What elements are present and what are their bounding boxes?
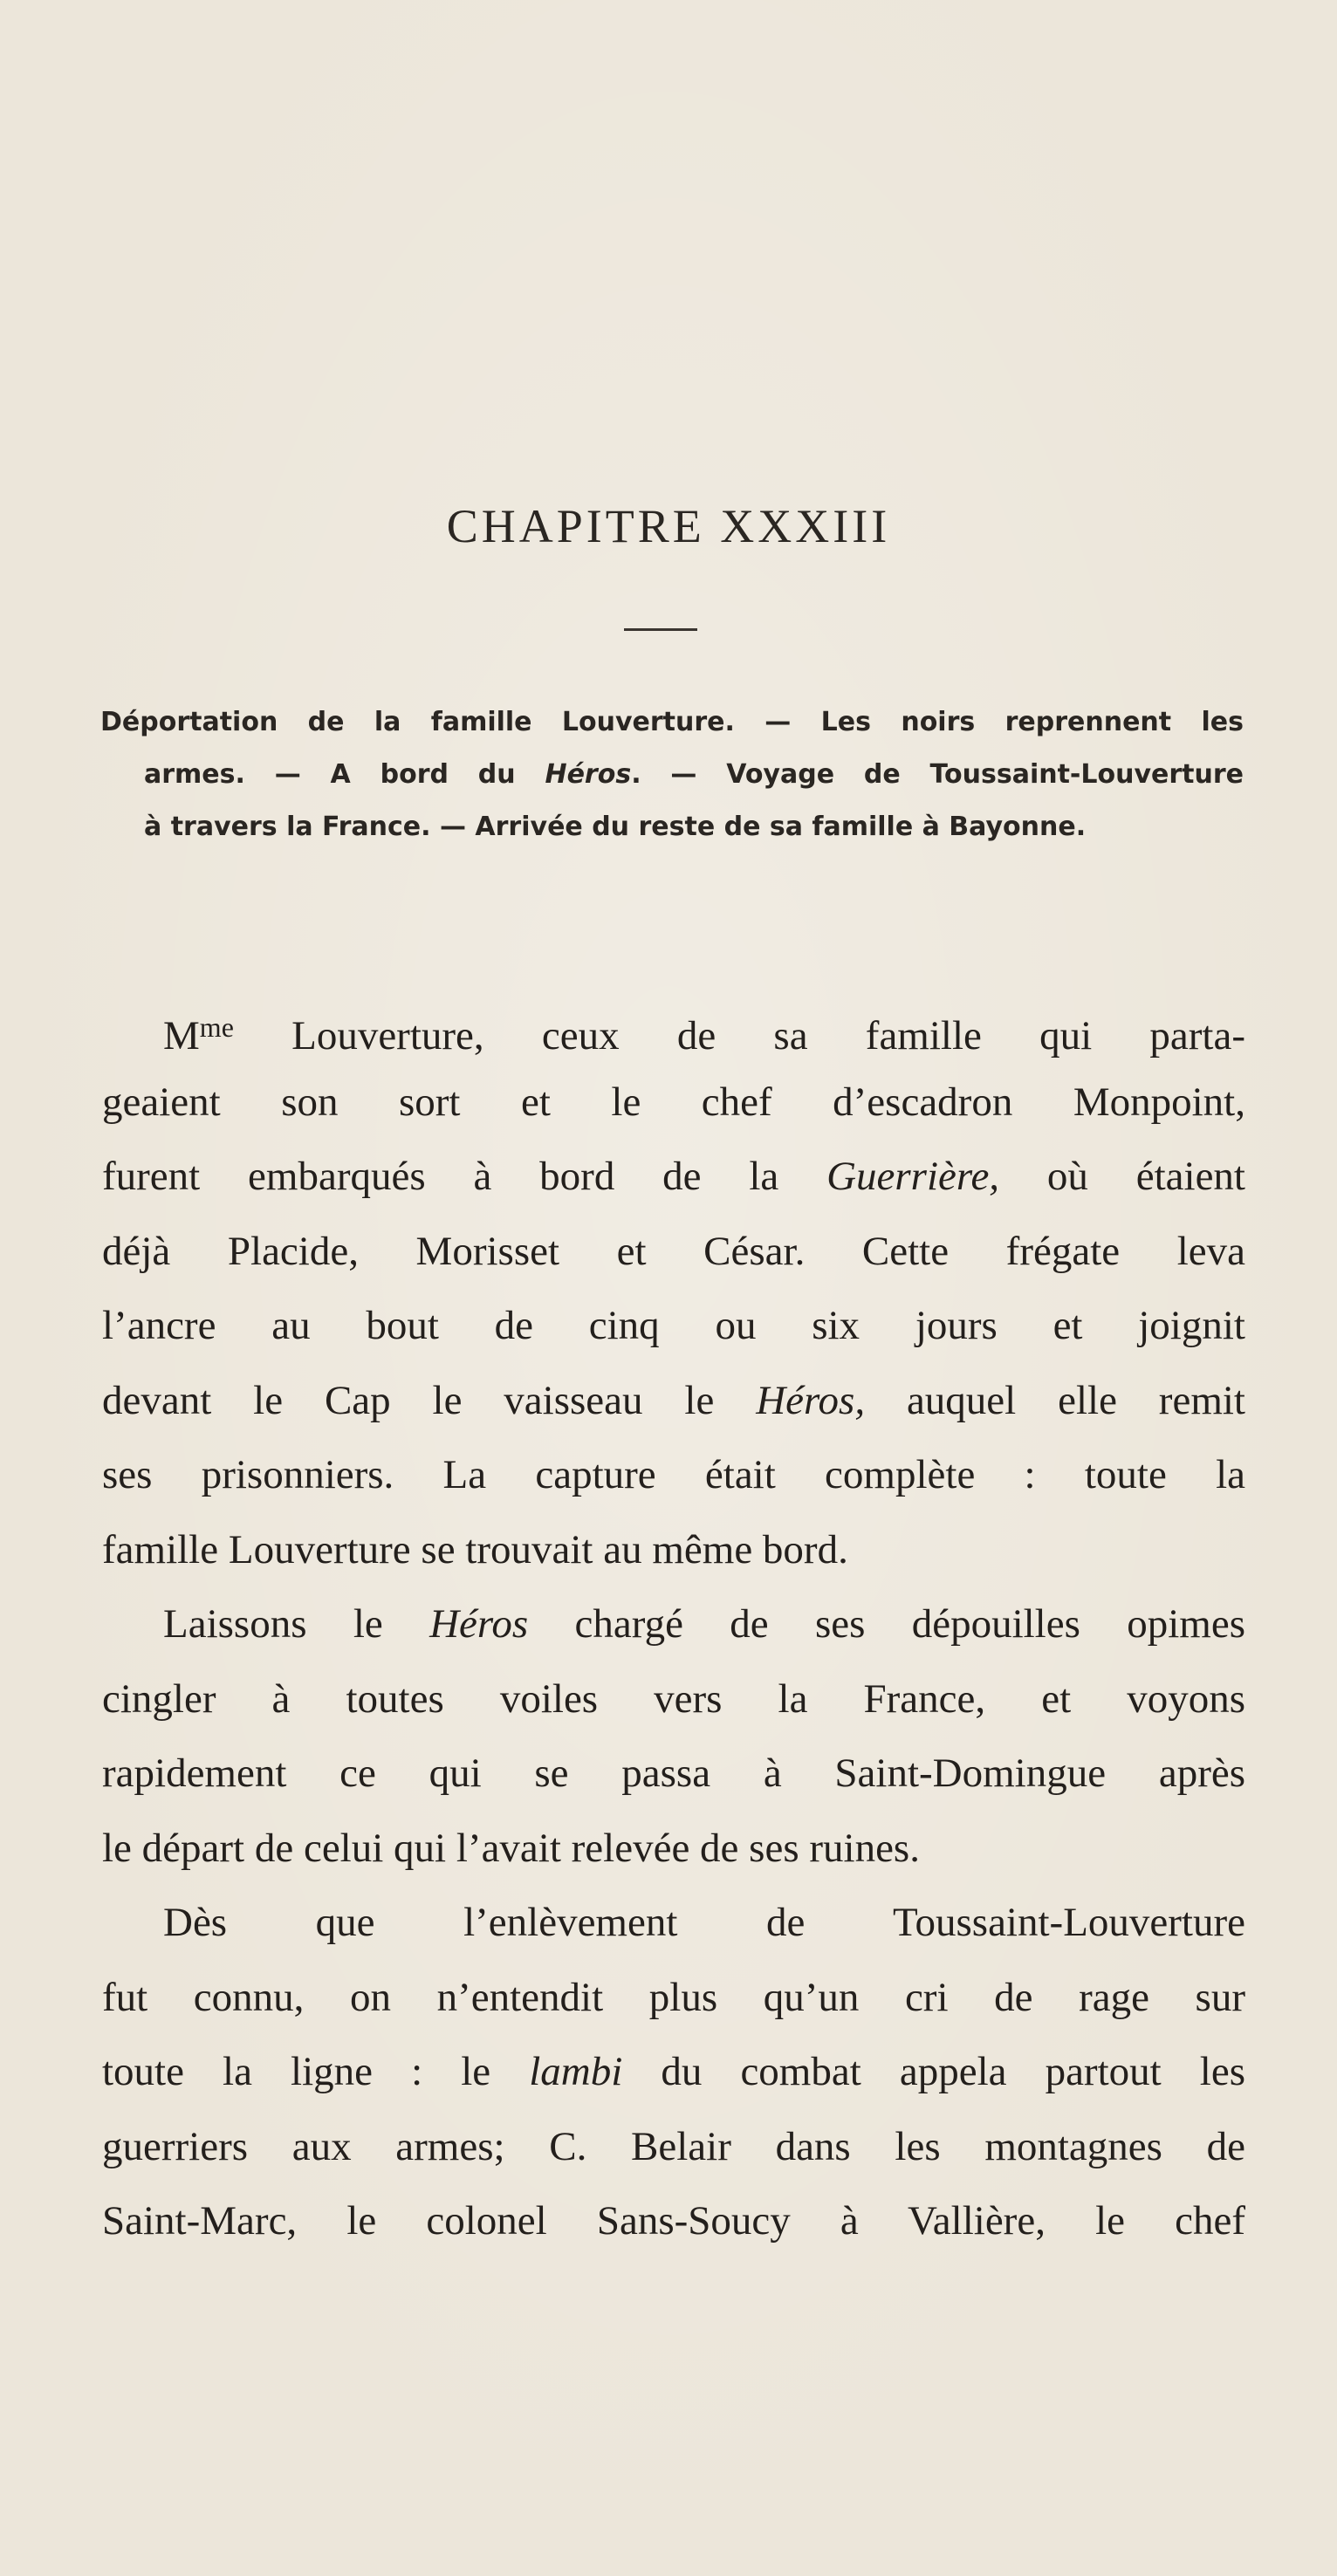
summary-line: armes. — A bord du Héros. — Voyage de Toussaint-Louverture [144,759,1244,790]
text-line: geaient son sort et le chef d’escadron Monpoint, [102,1079,1245,1125]
chapter-summary [100,696,1244,853]
summary-line: Déportation de la famille Louverture. — Les noirs reprennent les [100,707,1244,737]
text-line: guerriers aux armes; C. Belair dans les montagnes de [102,2123,1245,2169]
text-line: $M^{me}$ Louverture, ceux de sa famille qui parta- [163,1011,1245,1058]
ship-name: Héros [545,759,632,790]
text-line: rapidement ce qui se passa à Saint-Domingue après [102,1750,1245,1796]
text-line: cingler à toutes voiles vers la France, et voyons [102,1675,1245,1722]
chapter-title: CHAPITRE XXXIII [446,500,891,552]
body-text [102,990,1245,2259]
title-divider [624,628,697,631]
text-line: Dès que l’enlèvement de Toussaint-Louverture [163,1900,1245,1945]
summary-line: à travers la France. — Arrivée du reste de sa famille à Bayonne. [144,812,1087,842]
text-line: Laissons le Héros chargé de ses dépouilles opimes [163,1601,1245,1647]
text-line: ses prisonniers. La capture était complète : toute la [102,1452,1245,1497]
text-line: toute la ligne : le lambi du combat appela partout les [102,2049,1245,2094]
text-line: devant le Cap le vaisseau le Héros, auquel elle remit [102,1377,1245,1423]
text-line: l’ancre au bout de cinq ou six jours et joignit [102,1303,1245,1348]
text-line: famille Louverture se trouvait au même bord. [102,1526,848,1572]
text-line: furent embarqués à bord de la Guerrière, où étaient [102,1154,1245,1199]
text-line: fut connu, on n’entendit plus qu’un cri de rage sur [102,1974,1245,2020]
text-line: Saint-Marc, le colonel Sans-Soucy à Vallière, le chef [102,2198,1245,2244]
text-line: le départ de celui qui l’avait relevée de ses ruines. [102,1825,920,1871]
superscript: me [199,1011,234,1043]
text-line: déjà Placide, Morisset et César. Cette frégate leva [102,1228,1245,1274]
